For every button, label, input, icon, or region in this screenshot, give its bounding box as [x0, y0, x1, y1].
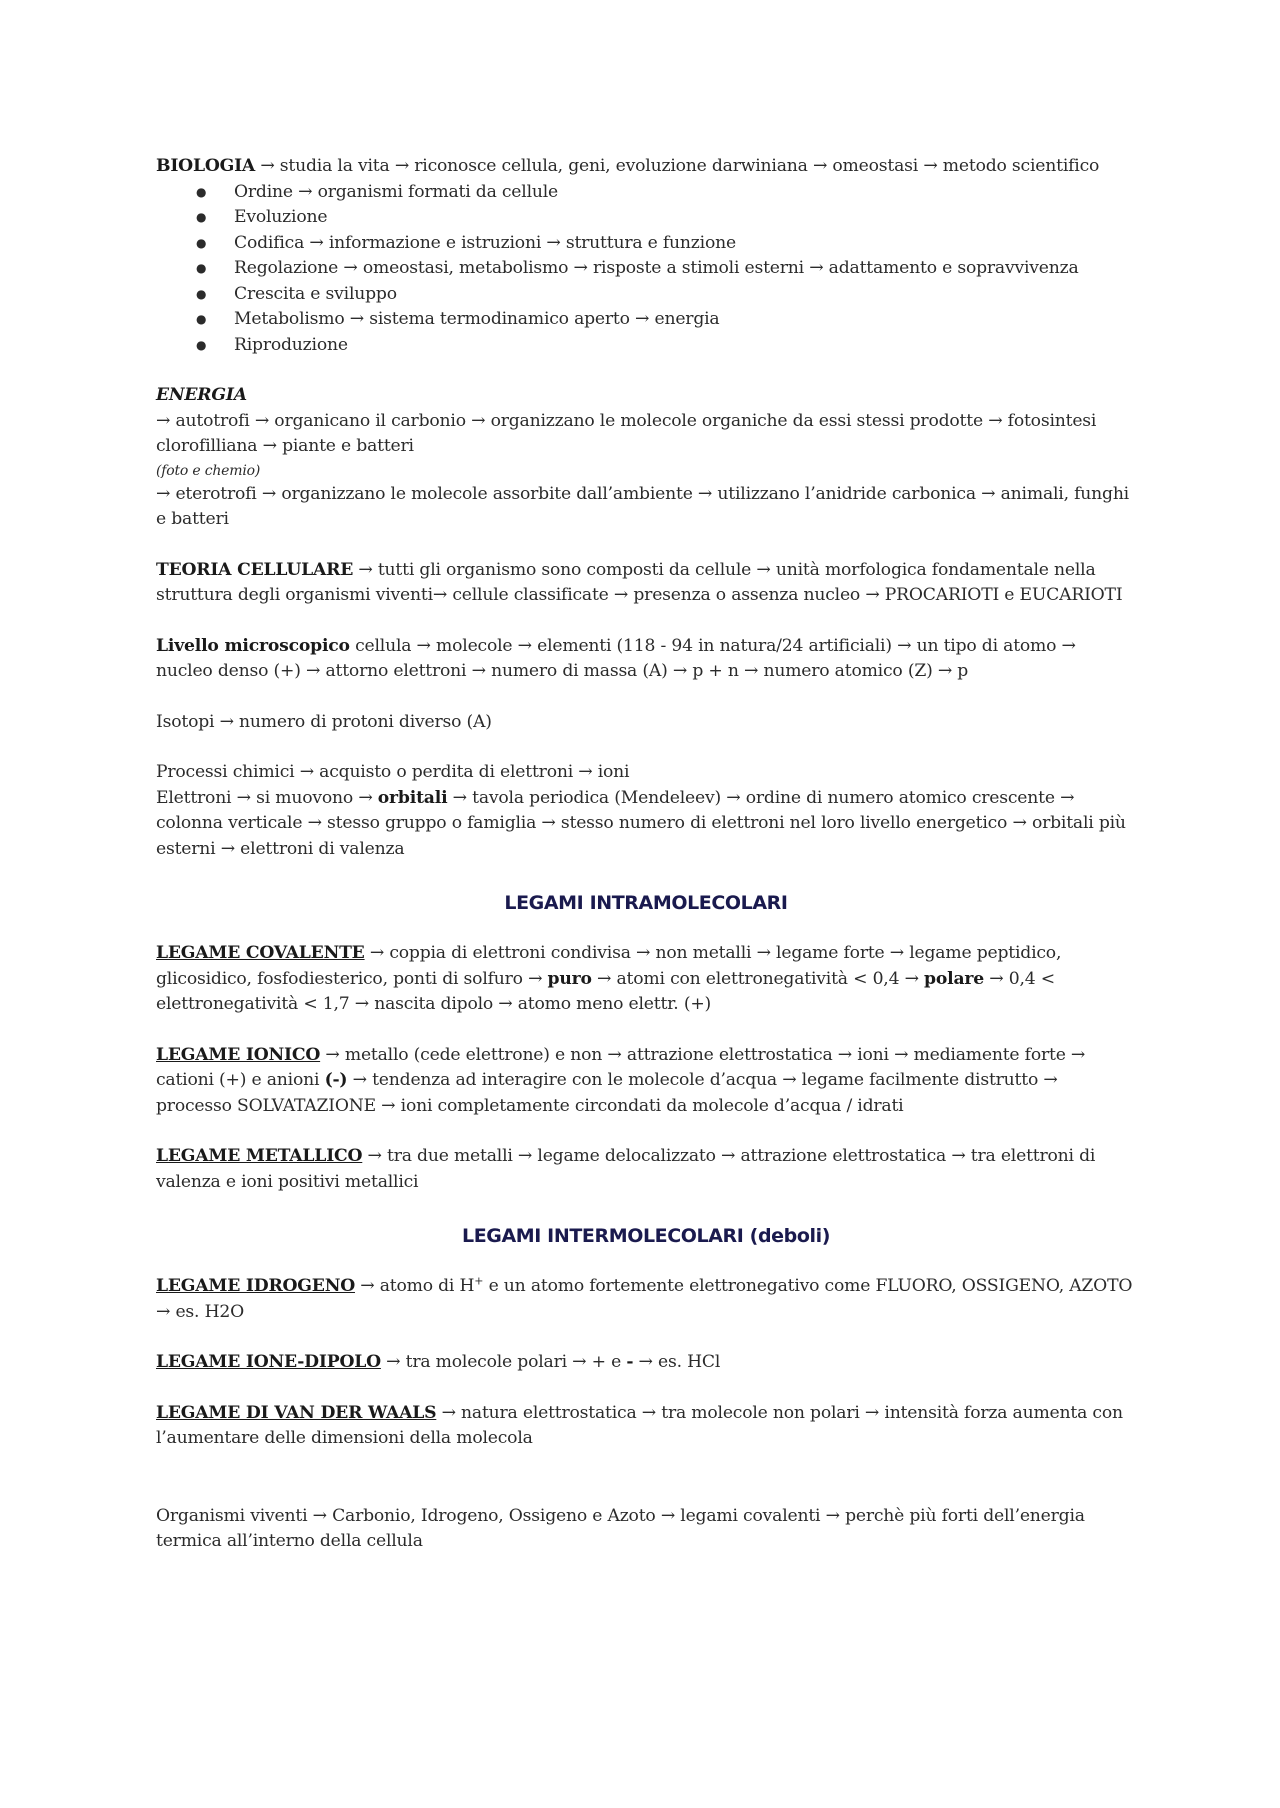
- ione-dipolo-title: LEGAME IONE-DIPOLO: [156, 1352, 381, 1372]
- van-der-waals-title: LEGAME DI VAN DER WAALS: [156, 1402, 437, 1423]
- h-plus-superscript: +: [474, 1274, 484, 1288]
- ionico-paragraph: [156, 1043, 1136, 1120]
- list-item: ● Riproduzione: [196, 333, 1136, 359]
- biologia-text: → studia la vita → riconosce cellula, geni, evoluzione darwiniana → omeostasi → metodo scientifico: [255, 156, 1100, 176]
- ione-dipolo-text: → tra molecole polari → + e: [380, 1352, 627, 1372]
- processi-line: Processi chimici → acquisto o perdita di elettroni → ioni: [156, 762, 630, 782]
- energia-title: ENERGIA: [156, 385, 247, 405]
- ionico-title: LEGAME IONICO: [156, 1044, 321, 1065]
- energia-note: (foto e chemio): [156, 462, 261, 479]
- livello-paragraph: [156, 634, 1136, 685]
- energia-section: [156, 383, 1136, 533]
- covalente-paragraph: [156, 941, 1136, 1018]
- organismi-paragraph: Organismi viventi → Carbonio, Idrogeno, Ossigeno e Azoto → legami covalenti → perchè più forti dell’energia termica all’interno della cellula: [156, 1505, 1085, 1551]
- list-item: ● Ordine → organismi formati da cellule: [196, 180, 1136, 206]
- elettroni-text: Elettroni → si muovono →: [156, 787, 378, 808]
- ionico-text: → metallo (cede elettrone) e non → attrazione elettrostatica → ioni → mediamente forte → cationi (+) e anioni: [156, 1044, 1086, 1090]
- section-heading-intramolecolari: LEGAMI INTRAMOLECOLARI: [504, 892, 788, 914]
- van-der-waals-paragraph: [156, 1401, 1136, 1452]
- covalente-title: LEGAME COVALENTE: [156, 943, 365, 963]
- livello-text: cellula → molecole → elementi (118 - 94 in natura/24 artificiali) → un tipo di atomo → nucleo denso (+) → attorno elettroni → numero di massa (A) → p + n → numero atomico (Z) → p: [156, 635, 1076, 681]
- elettroni-paragraph: [156, 786, 1136, 863]
- idrogeno-text-2: e un atomo fortemente elettronegativo come FLUORO, OSSIGENO, AZOTO → es. H2O: [156, 1276, 1133, 1322]
- biologia-bullet-list: [156, 180, 1136, 359]
- metallico-paragraph: [156, 1144, 1136, 1195]
- biologia-title: BIOLOGIA: [156, 156, 256, 176]
- isotopi-paragraph: Isotopi → numero di protoni diverso (A): [156, 711, 492, 732]
- idrogeno-text: → atomo di H: [354, 1276, 475, 1296]
- metallico-title: LEGAME METALLICO: [156, 1146, 363, 1166]
- covalente-text-3: → 0,4 < elettronegatività < 1,7 → nascita dipolo → atomo meno elettr. (+): [156, 968, 1055, 1014]
- minus-sign: -: [626, 1352, 634, 1372]
- list-item: ● Evoluzione: [196, 205, 1136, 231]
- ione-dipolo-text-2: → es. HCl: [633, 1352, 721, 1372]
- section-heading-intermolecolari: LEGAMI INTERMOLECOLARI (deboli): [461, 1225, 831, 1247]
- list-item: ● Metabolismo → sistema termodinamico aperto → energia: [196, 307, 1136, 333]
- document-body: [156, 154, 1136, 1555]
- list-item: ● Crescita e sviluppo: [196, 282, 1136, 308]
- teoria-text: → tutti gli organismo sono composti da cellule → unità morfologica fondamentale nella struttura degli organismi viventi→ cellule classificate → presenza o assenza nucleo → PROCARIOTI e EUCARIOTI: [156, 559, 1123, 605]
- puro-term: puro: [547, 968, 592, 989]
- teoria-paragraph: [156, 558, 1136, 609]
- anioni-sign: (-): [324, 1070, 348, 1090]
- list-item: ● Regolazione → omeostasi, metabolismo → risposte a stimoli esterni → adattamento e sopravvivenza: [196, 256, 1136, 282]
- polare-term: polare: [924, 968, 984, 989]
- orbitali-term: orbitali: [377, 787, 448, 808]
- idrogeno-title: LEGAME IDROGENO: [156, 1276, 355, 1296]
- livello-title: Livello microscopico: [156, 635, 350, 656]
- list-item: ● Codifica → informazione e istruzioni → struttura e funzione: [196, 231, 1136, 257]
- metallico-text: → tra due metalli → legame delocalizzato → attrazione elettrostatica → tra elettroni di valenza e ioni positivi metallici: [156, 1146, 1096, 1192]
- biologia-paragraph: [156, 154, 1136, 180]
- elettroni-text-rest: → tavola periodica (Mendeleev) → ordine di numero atomico crescente → colonna verticale → stesso gruppo o famiglia → stesso numero di elettroni nel loro livello energetico → orbitali più esterni → elettroni di valenza: [156, 787, 1126, 859]
- ionico-text-2: → tendenza ad interagire con le molecole d’acqua → legame facilmente distrutto → processo SOLVATAZIONE → ioni completamente circondati da molecole d’acqua / idrati: [156, 1070, 1058, 1116]
- energia-autotrofi: → autotrofi → organicano il carbonio → organizzano le molecole organiche da essi stessi prodotte → fotosintesi clorofilliana → piante e batteri: [156, 410, 1097, 456]
- energia-eterotrofi: → eterotrofi → organizzano le molecole assorbite dall’ambiente → utilizzano l’anidride carbonica → animali, funghi e batteri: [156, 483, 1129, 529]
- idrogeno-paragraph: [156, 1274, 1136, 1325]
- ione-dipolo-paragraph: [156, 1350, 1136, 1376]
- processi-section: [156, 760, 1136, 862]
- teoria-title: TEORIA CELLULARE: [156, 559, 354, 580]
- covalente-text-2: → atomi con elettronegatività < 0,4 →: [591, 968, 925, 989]
- van-der-waals-text: → natura elettrostatica → tra molecole non polari → intensità forza aumenta con l’aumentare delle dimensioni della molecola: [156, 1402, 1123, 1448]
- covalente-text: → coppia di elettroni condivisa → non metalli → legame forte → legame peptidico, glicosidico, fosfodiesterico, ponti di solfuro →: [156, 943, 1062, 989]
